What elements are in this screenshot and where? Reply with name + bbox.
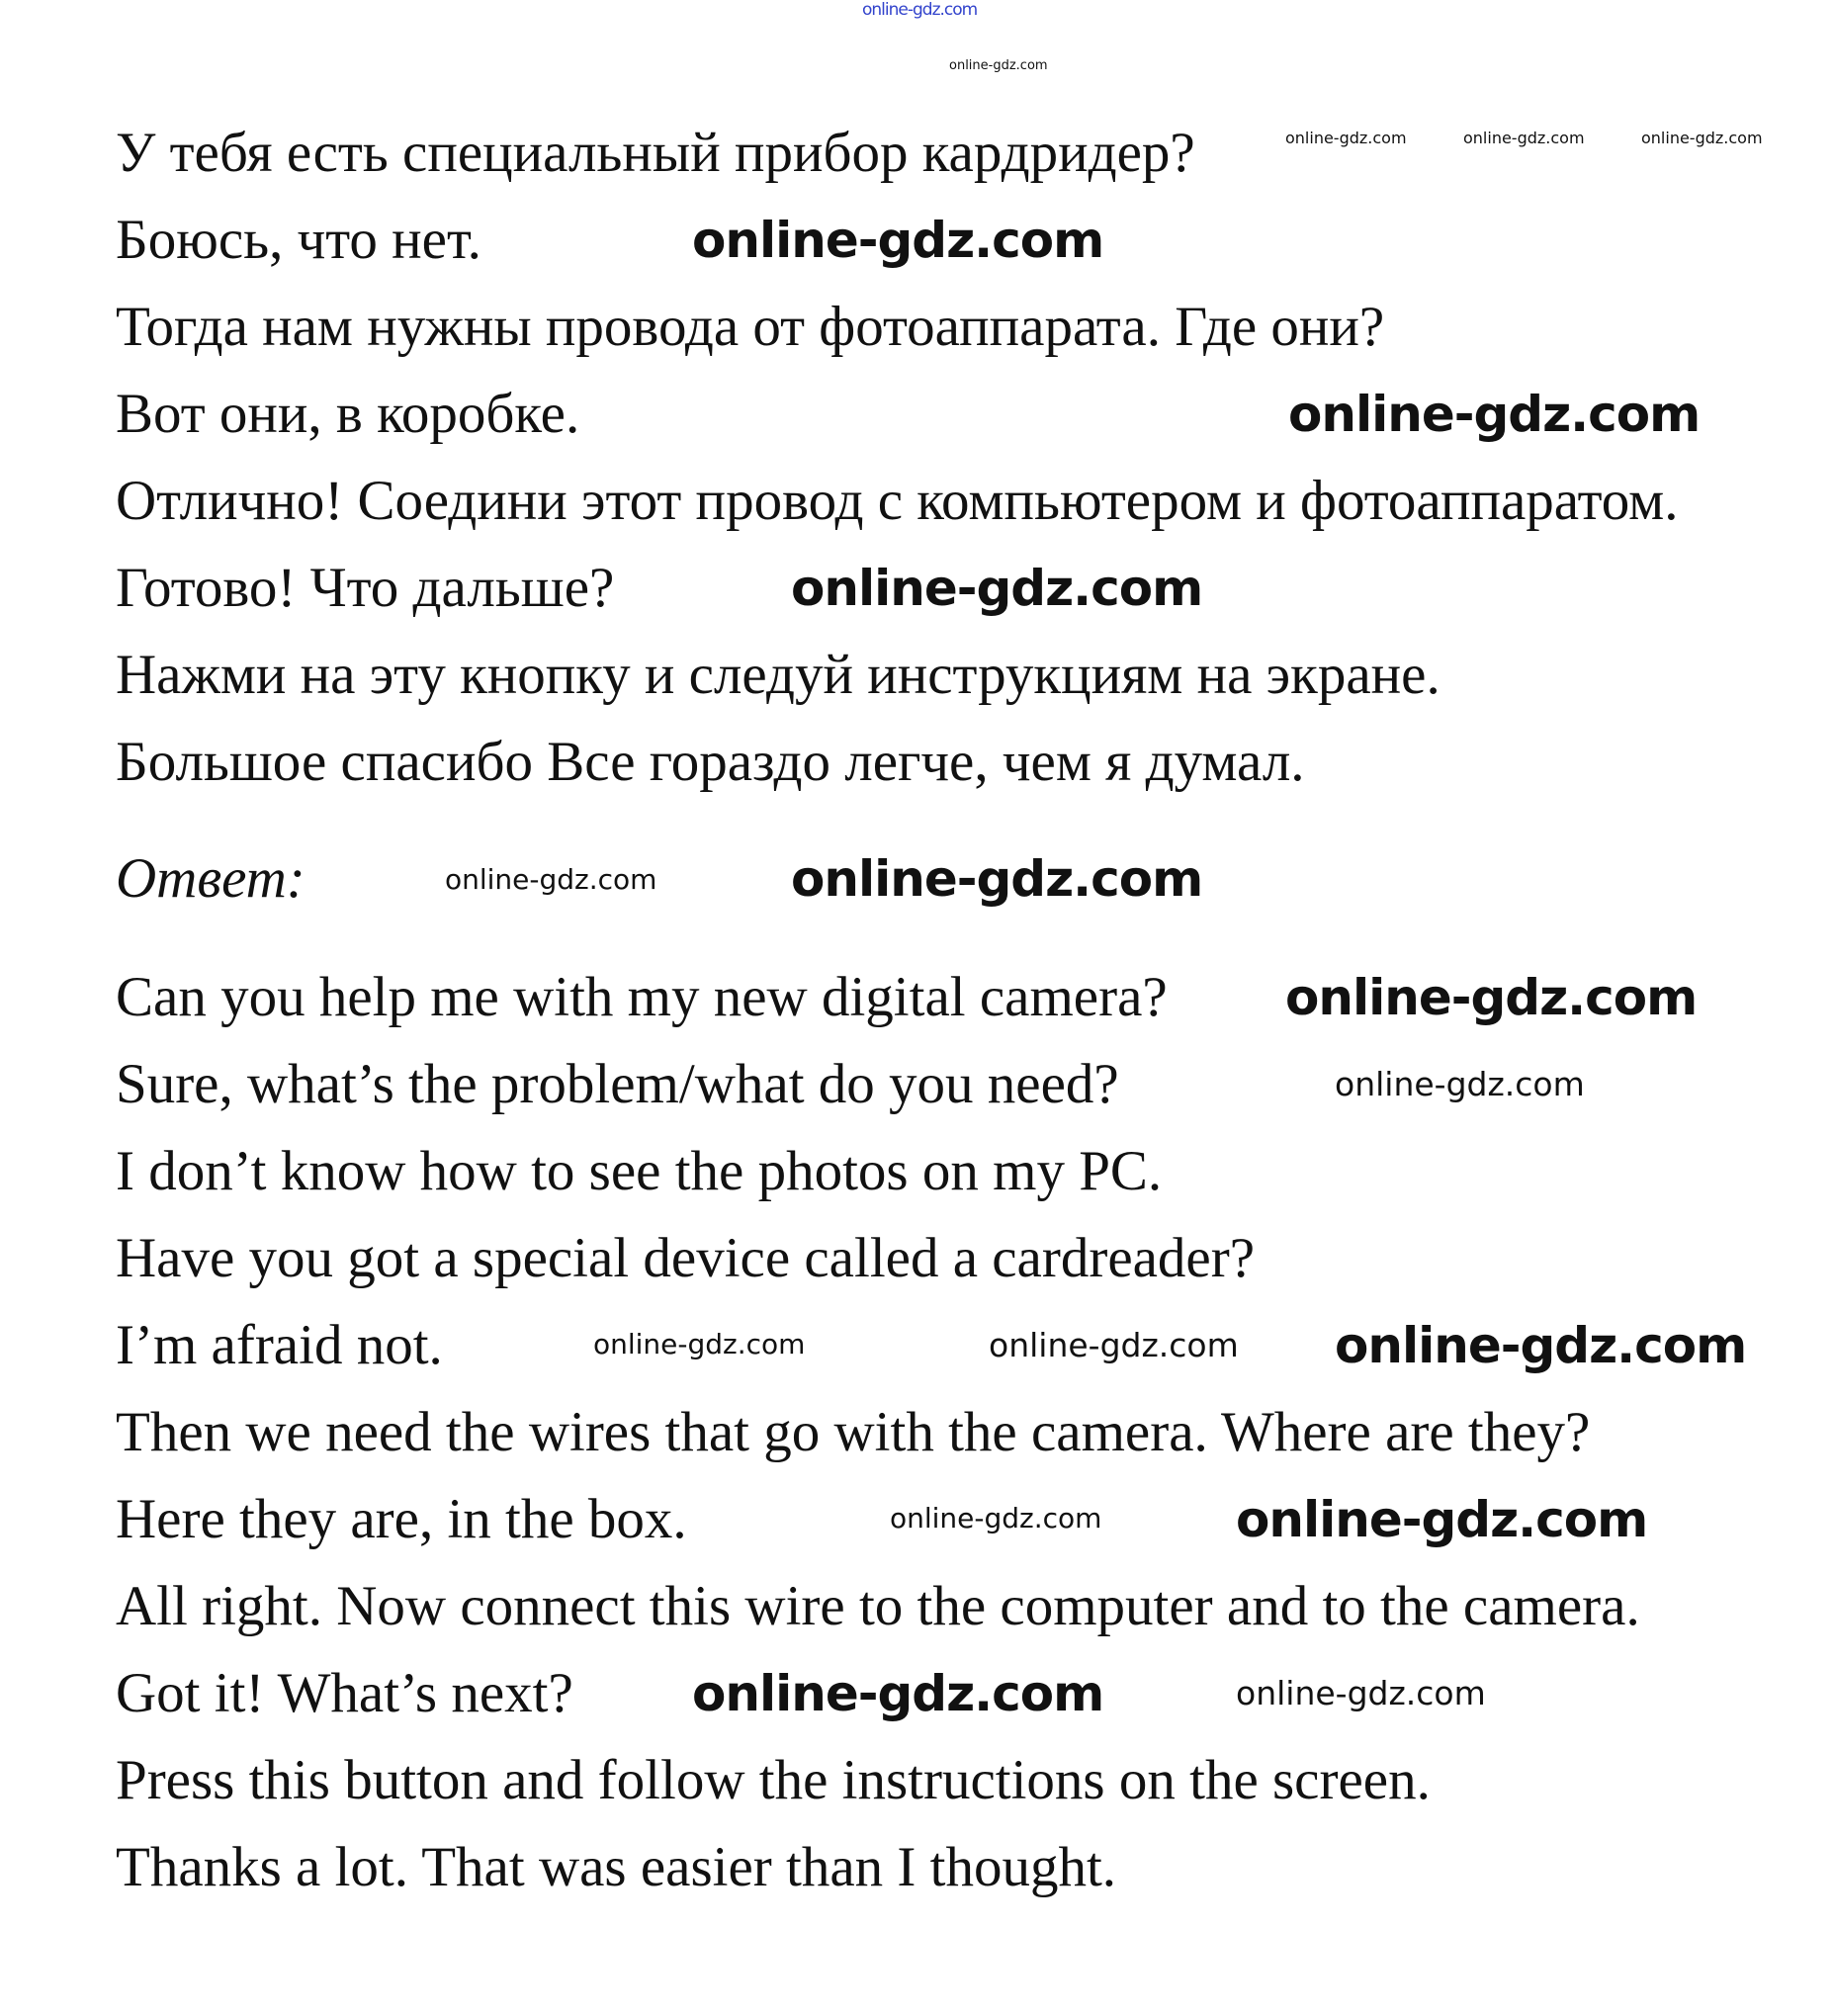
answer-label: Ответ:: [116, 847, 306, 910]
watermark: online-gdz.com: [1463, 129, 1585, 147]
en-line: Press this button and follow the instructions on the screen.: [116, 1749, 1431, 1811]
watermark: online-gdz.com: [862, 0, 978, 20]
watermark: online-gdz.com: [1335, 1065, 1585, 1103]
en-line: I’m afraid not.: [116, 1314, 443, 1376]
en-line: Have you got a special device called a cardreader?: [116, 1227, 1255, 1289]
watermark: online-gdz.com: [692, 212, 1104, 269]
watermark: online-gdz.com: [1641, 129, 1763, 147]
en-line: All right. Now connect this wire to the computer and to the camera.: [116, 1575, 1640, 1637]
en-line: Then we need the wires that go with the camera. Where are they?: [116, 1401, 1591, 1463]
ru-line: Боюсь, что нет.: [116, 209, 481, 271]
watermark: online-gdz.com: [1236, 1674, 1486, 1712]
watermark: online-gdz.com: [692, 1665, 1104, 1722]
watermark: online-gdz.com: [1288, 386, 1701, 443]
en-line: Can you help me with my new digital camera?: [116, 966, 1168, 1028]
en-line: Here they are, in the box.: [116, 1488, 687, 1550]
en-line: Sure, what’s the problem/what do you need?: [116, 1053, 1119, 1115]
watermark: online-gdz.com: [593, 1328, 806, 1360]
ru-line: Тогда нам нужны провода от фотоаппарата. Где они?: [116, 296, 1385, 358]
en-line: Thanks a lot. That was easier than I thought.: [116, 1836, 1117, 1898]
watermark: online-gdz.com: [1335, 1317, 1747, 1374]
watermark: online-gdz.com: [989, 1326, 1239, 1364]
ru-line: Готово! Что дальше?: [116, 557, 615, 619]
watermark: online-gdz.com: [890, 1502, 1102, 1534]
en-line: I don’t know how to see the photos on my PC.: [116, 1140, 1163, 1202]
watermark: online-gdz.com: [791, 850, 1203, 908]
ru-line: Большое спасибо Все гораздо легче, чем я думал.: [116, 731, 1305, 793]
ru-line: Нажми на эту кнопку и следуй инструкциям на экране.: [116, 644, 1440, 706]
watermark: online-gdz.com: [949, 58, 1048, 73]
watermark: online-gdz.com: [445, 863, 657, 896]
watermark: online-gdz.com: [791, 560, 1203, 617]
watermark: online-gdz.com: [1285, 129, 1407, 147]
ru-line: У тебя есть специальный прибор кардридер?: [116, 122, 1195, 184]
ru-line: Отлично! Соедини этот провод с компьютером и фотоаппаратом.: [116, 470, 1679, 532]
watermark: online-gdz.com: [1285, 969, 1698, 1026]
watermark: online-gdz.com: [1236, 1491, 1648, 1548]
ru-line: Вот они, в коробке.: [116, 383, 580, 445]
en-line: Got it! What’s next?: [116, 1662, 573, 1724]
